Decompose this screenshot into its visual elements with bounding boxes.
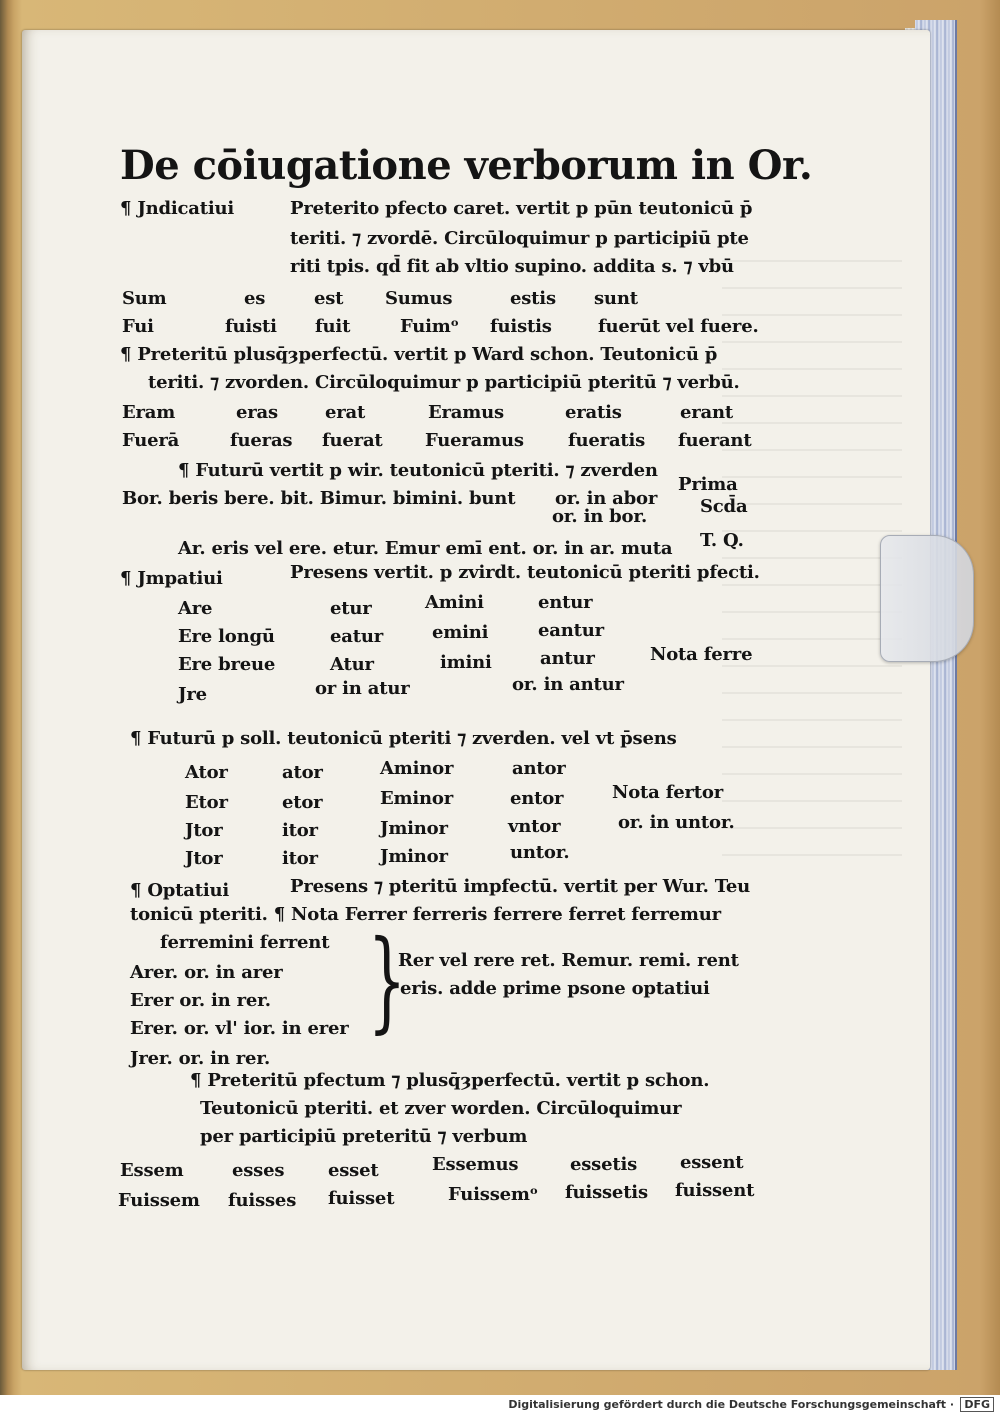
page-clip bbox=[880, 535, 974, 662]
text-line: fuissetis bbox=[565, 1182, 648, 1203]
text-line: fuissent bbox=[675, 1180, 755, 1201]
text-line: erat bbox=[325, 402, 366, 423]
text-line: esses bbox=[232, 1160, 285, 1181]
text-line: untor. bbox=[510, 842, 570, 863]
text-line: Prima bbox=[678, 474, 738, 495]
text-line: essent bbox=[680, 1152, 744, 1173]
text-line: Sumus bbox=[385, 288, 453, 309]
text-line: Eminor bbox=[380, 788, 453, 809]
text-line: etor bbox=[282, 792, 323, 813]
text-line: ferremini ferrent bbox=[160, 932, 330, 953]
text-line: Ere breue bbox=[178, 654, 276, 675]
text-line: Amini bbox=[425, 592, 484, 613]
text-line: vntor bbox=[508, 816, 561, 837]
text-line: itor bbox=[282, 820, 318, 841]
text-line: Erer. or. vl' ior. in erer bbox=[130, 1018, 349, 1039]
text-line: fuistis bbox=[490, 316, 552, 337]
curly-brace: } bbox=[367, 916, 407, 1044]
text-line: Atur bbox=[330, 654, 374, 675]
text-line: ¶ Preteritū pfectum ⁊ plusq̄ȝperfectū. vertit p schon. bbox=[190, 1070, 710, 1091]
text-line: Jrer. or. in rer. bbox=[130, 1048, 271, 1069]
text-line: Sum bbox=[122, 288, 167, 309]
text-line: estis bbox=[510, 288, 556, 309]
text-line: Teutonicū pteriti. et zver worden. Circūloquimur bbox=[200, 1098, 682, 1119]
text-line: riti tpis. qd̄ fit ab vltio supino. addita s. ⁊ vbū bbox=[290, 256, 734, 277]
text-line: teriti. ⁊ zvordē. Circūloquimur p participiū pte bbox=[290, 228, 749, 249]
text-line: Preterito pfecto caret. vertit p pūn teutonicū p̄ bbox=[290, 198, 753, 219]
text-line: antor bbox=[512, 758, 566, 779]
text-line: essetis bbox=[570, 1154, 638, 1175]
text-line: T. Q. bbox=[700, 530, 744, 551]
text-line: Jminor bbox=[380, 818, 448, 839]
text-line: eatur bbox=[330, 626, 384, 647]
text-line: ¶ Futurū vertit p wir. teutonicū pteriti. ⁊ zverden bbox=[178, 460, 658, 481]
text-line: Ator bbox=[185, 762, 228, 783]
text-line: entur bbox=[538, 592, 593, 613]
text-line: es bbox=[244, 288, 266, 309]
text-line: ¶ Optatiui bbox=[130, 880, 230, 901]
text-line: Presens ⁊ pteritū impfectū. vertit per Wur. Teu bbox=[290, 876, 750, 897]
text-line: Fui bbox=[122, 316, 154, 337]
text-line: ator bbox=[282, 762, 323, 783]
text-line: itor bbox=[282, 848, 318, 869]
text-line: entor bbox=[510, 788, 564, 809]
text-line: sunt bbox=[594, 288, 638, 309]
text-line: Jtor bbox=[185, 848, 223, 869]
text-line: Ere longū bbox=[178, 626, 275, 647]
text-line: Jminor bbox=[380, 846, 448, 867]
text-line: Nota ferre bbox=[650, 644, 753, 665]
text-line: Ar. eris vel ere. etur. Emur emī ent. or. in ar. muta bbox=[178, 538, 673, 559]
text-line: tonicū pteriti. ¶ Nota Ferrer ferreris ferrere ferret ferremur bbox=[130, 904, 721, 925]
text-line: Fueramus bbox=[425, 430, 524, 451]
text-line: or. in antur bbox=[512, 674, 624, 695]
text-line: est bbox=[314, 288, 344, 309]
text-line: Fuissem bbox=[118, 1190, 200, 1211]
text-line: fueras bbox=[230, 430, 293, 451]
text-line: ¶ Preteritū plusq̄ȝperfectū. vertit p Ward schon. Teutonicū p̄ bbox=[120, 344, 718, 365]
text-line: emini bbox=[432, 622, 489, 643]
text-line: Presens vertit. p zvirdt. teutonicū pteriti pfecti. bbox=[290, 562, 760, 583]
text-line: fuisses bbox=[228, 1190, 297, 1211]
text-line: per participiū preteritū ⁊ verbum bbox=[200, 1126, 528, 1147]
text-line: fuit bbox=[315, 316, 351, 337]
text-line: Jtor bbox=[185, 820, 223, 841]
text-line: etur bbox=[330, 598, 372, 619]
text-line: eris. adde prime psone optatiui bbox=[400, 978, 710, 999]
text-line: Aminor bbox=[380, 758, 454, 779]
text-line: fuisset bbox=[328, 1188, 395, 1209]
text-line: teriti. ⁊ zvorden. Circūloquimur p participiū pteritū ⁊ verbū. bbox=[148, 372, 740, 393]
text-line: Scd̄a bbox=[700, 496, 748, 517]
text-line: Arer. or. in arer bbox=[130, 962, 283, 983]
text-line: Fuimᵒ bbox=[400, 316, 459, 337]
text-line: ¶ Futurū p soll. teutonicū pteriti ⁊ zverden. vel vt p̄sens bbox=[130, 728, 677, 749]
text-line: imini bbox=[440, 652, 492, 673]
text-line: fuerant bbox=[678, 430, 752, 451]
text-line: or. in abor bbox=[555, 488, 658, 509]
text-line: erant bbox=[680, 402, 734, 423]
text-line: Fuissemᵒ bbox=[448, 1184, 538, 1205]
text-line: Jre bbox=[178, 684, 207, 705]
text-line: eantur bbox=[538, 620, 604, 641]
text-line: ¶ Jndicatiui bbox=[120, 198, 235, 219]
text-line: fuerat bbox=[322, 430, 383, 451]
text-line: Nota fertor bbox=[612, 782, 723, 803]
text-line: or in atur bbox=[315, 678, 410, 699]
dfg-logo: DFG bbox=[960, 1397, 994, 1412]
text-line: or. in bor. bbox=[552, 506, 648, 527]
text-line: Eram bbox=[122, 402, 176, 423]
text-line: Erer or. in rer. bbox=[130, 990, 271, 1011]
text-line: eras bbox=[236, 402, 278, 423]
text-line: eratis bbox=[565, 402, 622, 423]
text-line: Essem bbox=[120, 1160, 184, 1181]
text-line: Rer vel rere ret. Remur. remi. rent bbox=[398, 950, 739, 971]
text-line: Are bbox=[178, 598, 213, 619]
text-line: fuerūt vel fuere. bbox=[598, 316, 759, 337]
text-line: antur bbox=[540, 648, 595, 669]
text-line: esset bbox=[328, 1160, 379, 1181]
text-line: Bor. beris bere. bit. Bimur. bimini. bunt bbox=[122, 488, 516, 509]
text-line: Eramus bbox=[428, 402, 504, 423]
text-line: fueratis bbox=[568, 430, 646, 451]
page-title: De cōiugatione verborum in Or. bbox=[120, 142, 813, 189]
text-line: Etor bbox=[185, 792, 228, 813]
text-line: Fuerā bbox=[122, 430, 180, 451]
text-line: or. in untor. bbox=[618, 812, 735, 833]
footer-credit: Digitalisierung gefördert durch die Deutsche Forschungsgemeinschaft · bbox=[508, 1398, 954, 1411]
text-line: fuisti bbox=[225, 316, 277, 337]
text-line: Essemus bbox=[432, 1154, 519, 1175]
text-line: ¶ Jmpatiui bbox=[120, 568, 223, 589]
